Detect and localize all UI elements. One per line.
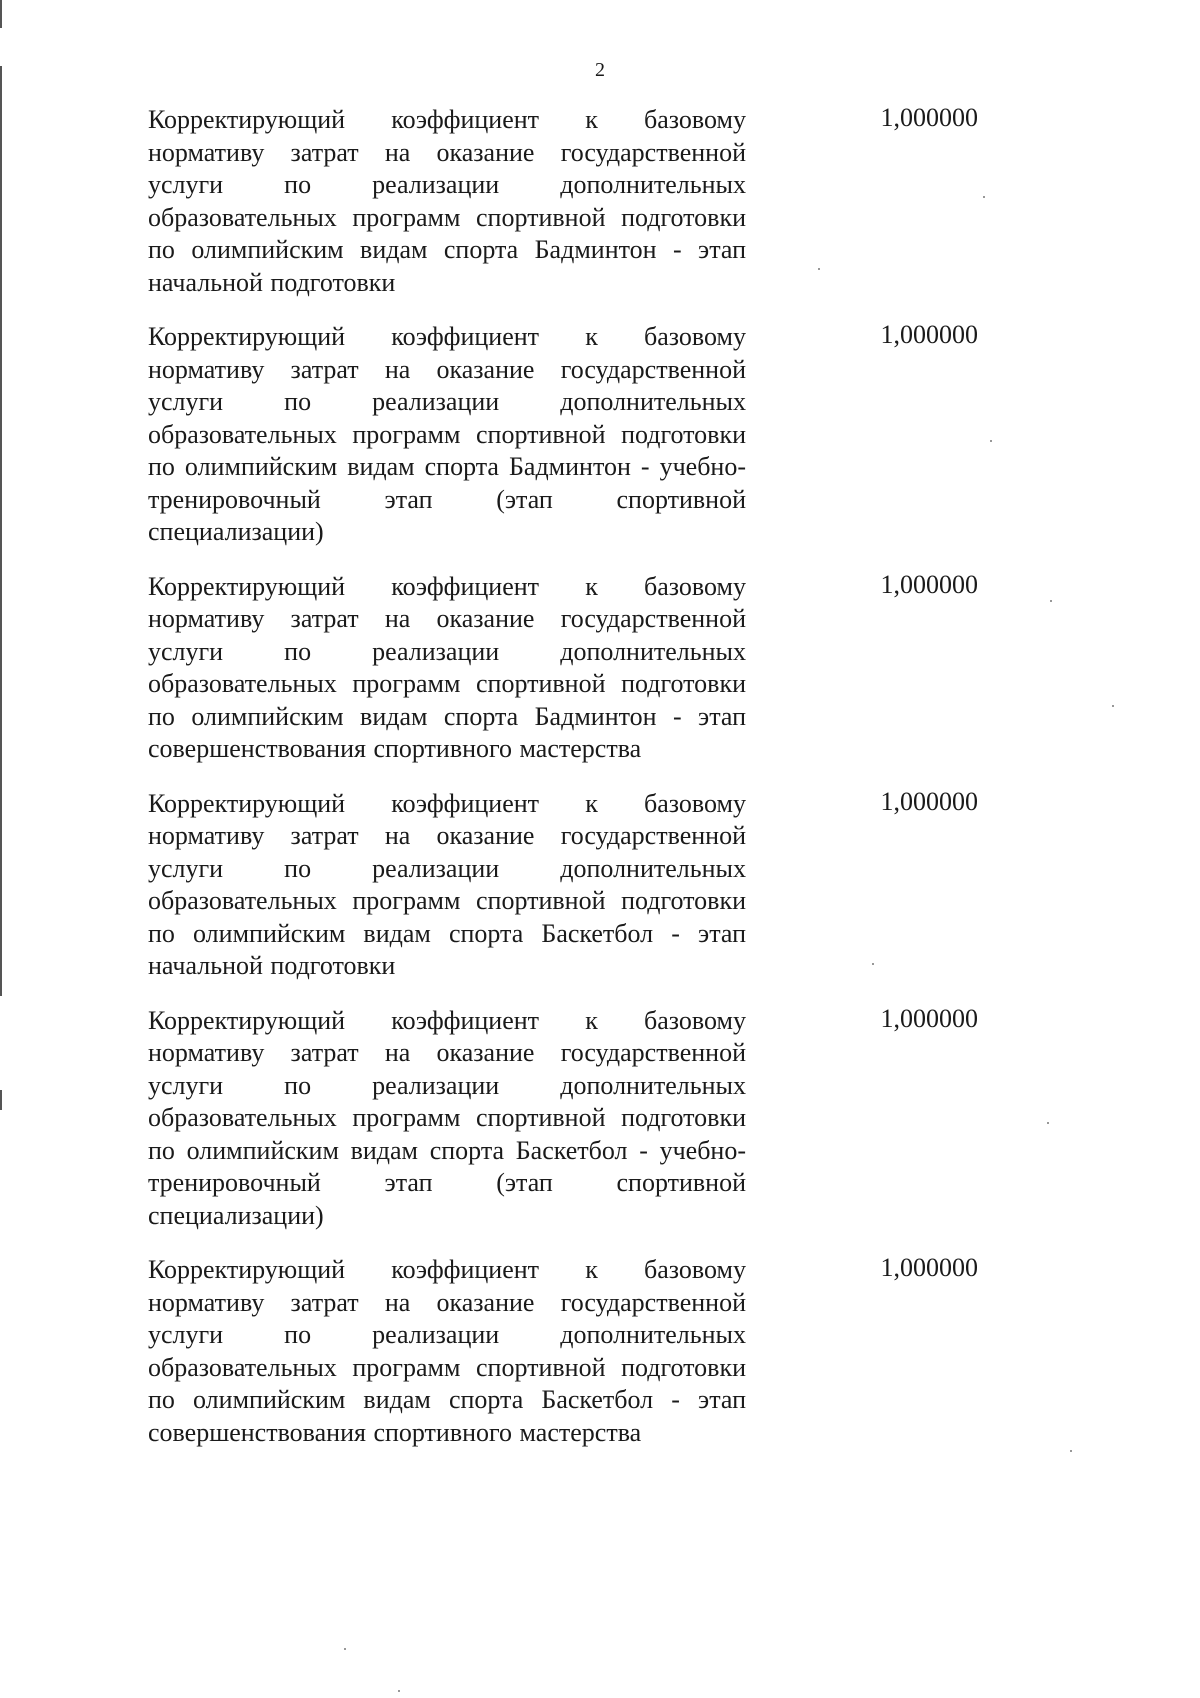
page-number: 2 <box>595 59 605 81</box>
coefficient-description: Корректирующий коэффициент к базовому нормативу затрат на оказание государственной услуги по реализации дополнительных образовательных программ спортивной подготовки по олимпийским видам спорта Баскетбол - этап начальной подготовки <box>148 788 746 980</box>
scan-speck <box>1050 600 1052 602</box>
coefficient-entry <box>148 571 978 766</box>
coefficient-value: 1,000000 <box>880 320 978 349</box>
scan-edge-mark <box>0 1090 2 1110</box>
coefficient-entry <box>148 788 978 983</box>
scan-speck <box>398 1690 400 1692</box>
coefficient-list <box>148 104 978 1471</box>
scan-edge-mark <box>0 66 2 996</box>
coefficient-description: Корректирующий коэффициент к базовому нормативу затрат на оказание государственной услуги по реализации дополнительных образовательных программ спортивной подготовки по олимпийским видам спорта Баскетбол - этап совершенствования спортивного мастерства <box>148 1255 746 1447</box>
coefficient-description: Корректирующий коэффициент к базовому нормативу затрат на оказание государственной услуги по реализации дополнительных образовательных программ спортивной подготовки по олимпийским видам спорта Бадминтон - этап совершенствования спортивного мастерства <box>148 571 746 763</box>
scan-speck <box>983 196 985 198</box>
coefficient-entry <box>148 1254 978 1449</box>
coefficient-entry <box>148 321 978 549</box>
coefficient-description: Корректирующий коэффициент к базовому нормативу затрат на оказание государственной услуги по реализации дополнительных образовательных программ спортивной подготовки по олимпийским видам спорта Баскетбол - учебно-тренировочный этап (этап спортивной специализации) <box>148 1005 746 1230</box>
coefficient-value: 1,000000 <box>880 1003 978 1033</box>
coefficient-description: Корректирующий коэффициент к базовому нормативу затрат на оказание государственной услуги по реализации дополнительных образовательных программ спортивной подготовки по олимпийским видам спорта Бадминтон - этап начальной подготовки <box>148 105 746 297</box>
coefficient-entry <box>148 1005 978 1233</box>
scan-speck <box>990 440 992 442</box>
coefficient-value: 1,000000 <box>880 569 978 599</box>
coefficient-description: Корректирующий коэффициент к базовому нормативу затрат на оказание государственной услуги по реализации дополнительных образовательных программ спортивной подготовки по олимпийским видам спорта Бадминтон - учебно-тренировочный этап (этап спортивной специализации) <box>148 322 746 546</box>
scan-edge-mark <box>0 0 2 28</box>
scan-speck <box>818 268 820 270</box>
scan-speck <box>872 963 874 965</box>
scan-speck <box>1047 1122 1049 1124</box>
coefficient-value: 1,000000 <box>880 103 978 132</box>
scan-speck <box>1070 1450 1072 1452</box>
coefficient-entry <box>148 104 978 299</box>
coefficient-value: 1,000000 <box>880 786 978 816</box>
scan-speck <box>344 1648 346 1650</box>
coefficient-value: 1,000000 <box>880 1253 978 1282</box>
scan-speck <box>1112 705 1114 707</box>
